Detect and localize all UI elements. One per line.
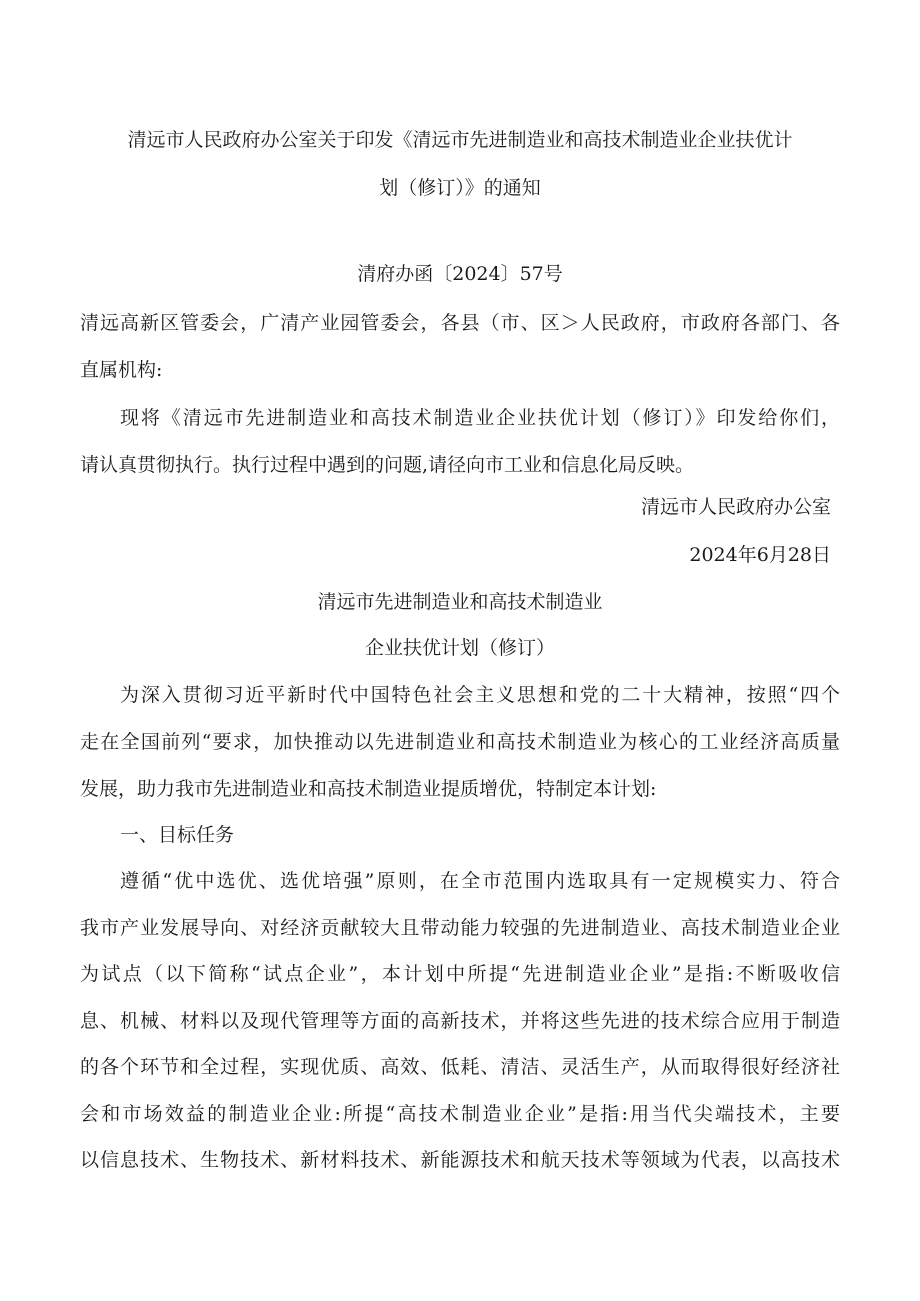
addressee-line-2: 直属机构: [80, 359, 163, 381]
section-1-line-3: 为试点（以下简称“试点企业”，本计划中所提“先进制造业企业”是指:不断吸收信 [80, 963, 840, 985]
section-1-line-5: 的各个环节和全过程，实现优质、高效、低耗、清洁、灵活生产，从而取得很好经济社 [80, 1056, 840, 1078]
intro-line-3: 发展，助力我市先进制造业和高技术制造业提质增优，特制定本计划: [80, 778, 657, 800]
section-1-heading: 一、目标任务 [120, 824, 235, 846]
section-1-line-7: 以信息技术、生物技术、新材料技术、新能源技术和航天技术等领域为代表，以高技术 [80, 1149, 840, 1171]
notice-line-1: 现将《清远市先进制造业和高技术制造业企业扶优计划（修订）》印发给你们， [120, 407, 840, 429]
issuer-signature: 清远市人民政府办公室 [640, 496, 831, 518]
addressee-line-1: 清远高新区管委会，广清产业园管委会，各县（市、区＞人民政府，市政府各部门、各 [80, 312, 840, 334]
section-1-line-2: 我市产业发展导向、对经济贡献较大且带动能力较强的先进制造业、高技术制造业企业 [80, 917, 840, 939]
section-1-line-6: 会和市场效益的制造业企业:所提“高技术制造业企业”是指:用当代尖端技术，主要 [80, 1103, 840, 1125]
intro-line-2: 走在全国前列“要求，加快推动以先进制造业和高技术制造业为核心的工业经济高质量 [80, 731, 840, 753]
section-1-line-1: 遵循“优中选优、选优培强”原则，在全市范围内选取具有一定规模实力、符合 [120, 870, 840, 892]
intro-line-1: 为深入贯彻习近平新时代中国特色社会主义思想和党的二十大精神，按照“四个 [120, 684, 840, 706]
plan-title-line-1: 清远市先进制造业和高技术制造业 [317, 591, 603, 613]
section-1-line-4: 息、机械、材料以及现代管理等方面的高新技术，并将这些先进的技术综合应用于制造 [80, 1010, 840, 1032]
document-title-line-1: 清远市人民政府办公室关于印发《清远市先进制造业和高技术制造业企业扶优计 [127, 129, 793, 151]
plan-title-line-2: 企业扶优计划（修订） [364, 637, 555, 659]
document-title-line-2: 划（修订）》的通知 [379, 177, 541, 199]
issue-date: 2024年6月28日 [689, 544, 831, 566]
notice-line-2: 请认真贯彻执行。执行过程中遇到的问题,请径向市工业和信息化局反映。 [80, 454, 695, 476]
document-number: 清府办函〔2024〕57号 [357, 263, 563, 285]
